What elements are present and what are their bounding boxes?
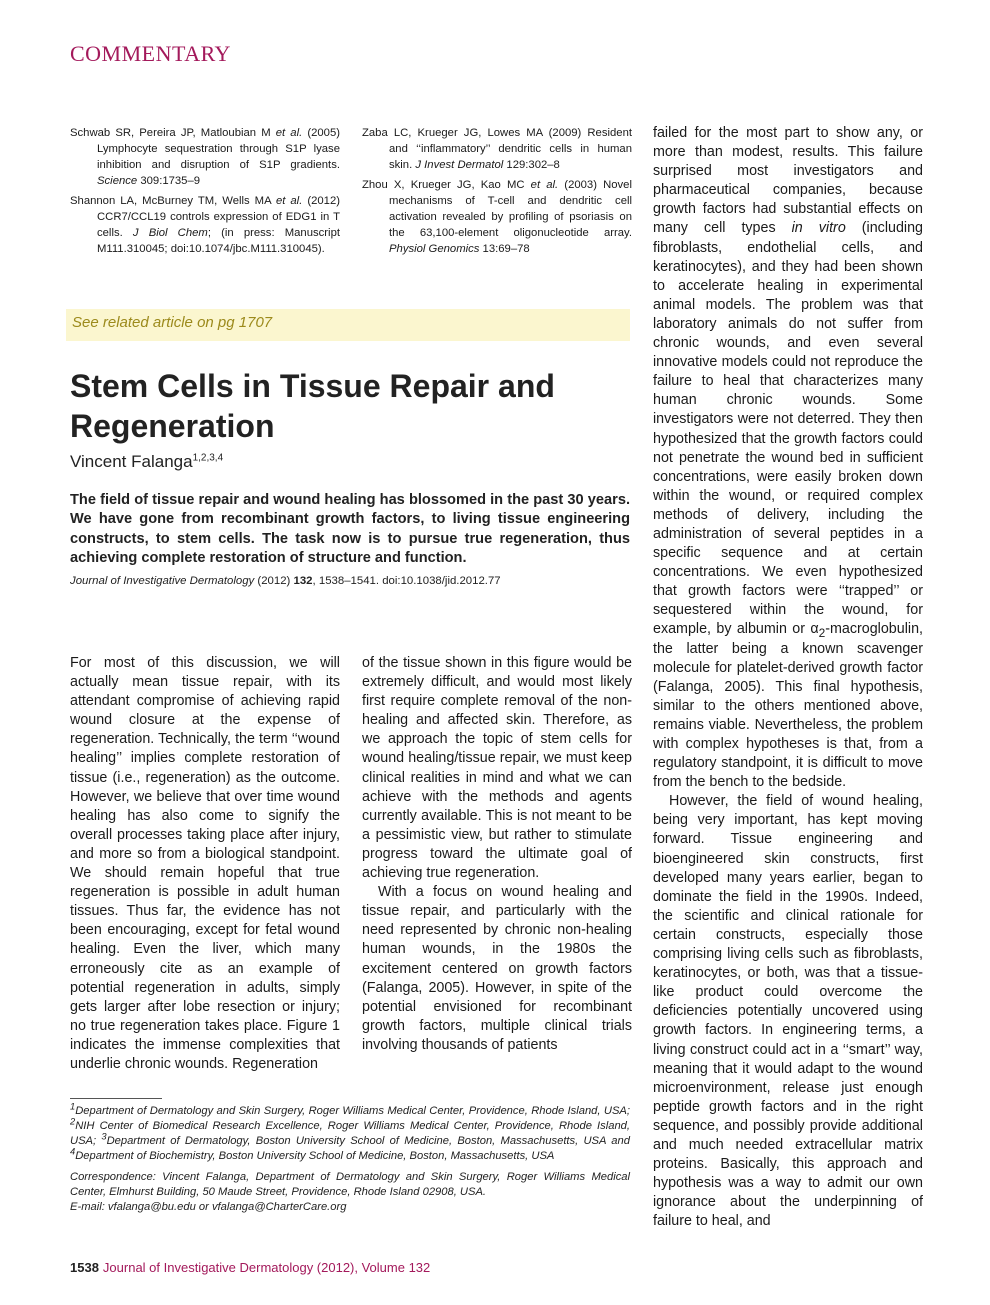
section-label: COMMENTARY (70, 41, 231, 66)
related-article-link[interactable]: See related article on pg 1707 (72, 314, 273, 331)
references-right-column (362, 125, 632, 261)
citation-line: Journal of Investigative Dermatology (2012) 132, 1538–1541. doi:10.1038/jid.2012.77 (70, 575, 501, 587)
footnote-divider (70, 1098, 162, 1099)
reference-item: Zhou X, Krueger JG, Kao MC et al. (2003) Novel mechanisms of T-cell and dendritic cell activation revealed by profiling of psoriasis on the 63,100-element oligonucleotide array. Physiol Genomics 13:69–78 (362, 179, 632, 255)
author-affiliations: 1,2,3,4 (192, 452, 224, 464)
footer-journal: Journal of Investigative Dermatology (2012), Volume 132 (102, 1260, 431, 1275)
page-number: 1538 (70, 1260, 99, 1275)
reference-item: Schwab SR, Pereira JP, Matloubian M et al. (2005) Lymphocyte sequestration through S1P lyase inhibition and disruption of S1P gradients. Science 309:1735–9 (70, 127, 340, 187)
reference-item: Zaba LC, Krueger JG, Lowes MA (2009) Resident and ‘‘inflammatory’’ dendritic cells in human skin. J Invest Dermatol 129:302–8 (362, 127, 632, 171)
paragraph: However, the field of wound healing, being very important, has kept moving forward. Tissue engineering and bioengineered skin constructs, first developed many years earlier, began to dominate the field in the 1990s. Indeed, the scientific and clinical rationale for certain constructs, especially those comprising living cells such as fibroblasts, keratinocytes, or both, was that a tissue-like product could overcome the deficiencies potentially uncovered using growth factors. In engineering terms, a living construct could act in a ‘‘smart’’ way, meaning that it would adapt to the wound microenvironment, release just enough peptide growth factors and in the right sequence, and possibly provide additional and much needed extracellular matrix proteins. Basically, this approach and hypothesis was a way to admit our own ignorance about the underpinning of failure to heal, and (653, 793, 923, 1230)
footnotes (70, 1101, 630, 1221)
correspondence: Correspondence: Vincent Falanga, Department of Dermatology and Skin Surgery, Roger Williams Medical Center, Elmhurst Building, 50 Maude Street, Providence, Rhode Island 02908, USA. (70, 1171, 630, 1198)
body-column-1 (70, 654, 340, 1074)
article-title: Stem Cells in Tissue Repair and Regeneration (70, 368, 555, 444)
author-name: Vincent Falanga (70, 452, 193, 471)
affiliations: $^1$Department of Dermatology and Skin Surgery, Roger Williams Medical Center, Providence, Rhode Island, USA; $^2$NIH Center of Biomedical Research Excellence, Roger Williams Medical Center, Providence, Rhode Island, USA; $^3$Department of Dermatology, Boston University School of Medicine, Boston, Massachusetts, USA and $^4$Department of Biochemistry, Boston University School of Medicine, Boston, Massachusetts, USA (70, 1101, 630, 1162)
paragraph: failed for the most part to show any, or more than modest, results. This failure surprised most investigators and pharmaceutical companies, because growth factors had substantial effects on many cell types in vitro (including fibroblasts, endothelial cells, and keratinocytes), and they had been shown to accelerate healing in experimental animal models. The problem was that laboratory animals do not suffer from chronic wounds, and even several innovative models could not reproduce the failure to heal that characterizes many human chronic wounds. Some investigators were not deterred. They then hypothesized that the growth factors could not penetrate the wound bed in sufficient concentrations, were easily broken down within the wound, or required complex methods of delivery, including the administration of several peptides in a specific sequence and at certain concentrations. We even hypothesized that growth factors were ‘‘trapped’’ or sequestered within the wound, for example, by albumin or $\alpha_2$-macroglobulin, the latter being a known scavenger molecule for platelet-derived growth factor (Falanga, 2005). This final hypothesis, similar to the others mentioned above, remains viable. Nevertheless, the problem with complex hypotheses is that, from a regulatory standpoint, it is difficult to move from the bench to the bedside. (653, 125, 923, 791)
email[interactable]: E-mail: vfalanga@bu.edu or vfalanga@CharterCare.org (70, 1201, 347, 1213)
reference-item: Shannon LA, McBurney TM, Wells MA et al. (2012) CCR7/CCL19 controls expression of EDG1 in T cells. J Biol Chem; (in press: Manuscript M111.310045; doi:10.1074/jbc.M111.310045). (70, 195, 340, 255)
page-footer (70, 1260, 430, 1275)
paragraph: With a focus on wound healing and tissue repair, and particularly with the need represented by chronic non-healing human wounds, in the 1980s the excitement centered on growth factors (Falanga, 2005). However, in spite of the potential envisioned for recombinant growth factors, multiple clinical trials involving thousands of patients (362, 884, 632, 1053)
author-line (70, 452, 223, 472)
body-column-3 (653, 124, 923, 1231)
references-left-column (70, 125, 340, 261)
abstract: The field of tissue repair and wound healing has blossomed in the past 30 years. We have gone from recombinant growth factors, to living tissue engineering constructs, to stem cells. The task now is to pursue true regeneration, thus achieving complete restoration of structure and function. (70, 492, 630, 566)
paragraph: of the tissue shown in this figure would be extremely difficult, and would most likely first require complete removal of the non-healing and affected skin. Therefore, as we approach the topic of stem cells for wound healing/tissue repair, we must keep clinical realities in mind and what we can achieve with the methods and agents currently available. This is not meant to be a pessimistic view, but rather to stimulate progress toward the ultimate goal of achieving true regeneration. (362, 655, 632, 882)
body-column-2 (362, 654, 632, 1055)
paragraph: For most of this discussion, we will actually mean tissue repair, with its attendant compromise of achieving rapid wound closure at the expense of regeneration. Technically, the term ‘‘wound healing’’ implies complete restoration of tissue (i.e., regeneration) as the outcome. However, we believe that over time wound healing has also come to signify the overall processes taking place after injury, and more so from a biological standpoint. We should remain hopeful that true regeneration is possible in adult human tissues. Thus far, the evidence has not been encouraging, except for fetal wound healing. Even the liver, which many erroneously cite as an example of potential regeneration in adults, simply gets larger after lobe resection or injury; no true regeneration takes place. Figure 1 indicates the immense complexities that underlie chronic wounds. Regeneration (70, 655, 340, 1072)
